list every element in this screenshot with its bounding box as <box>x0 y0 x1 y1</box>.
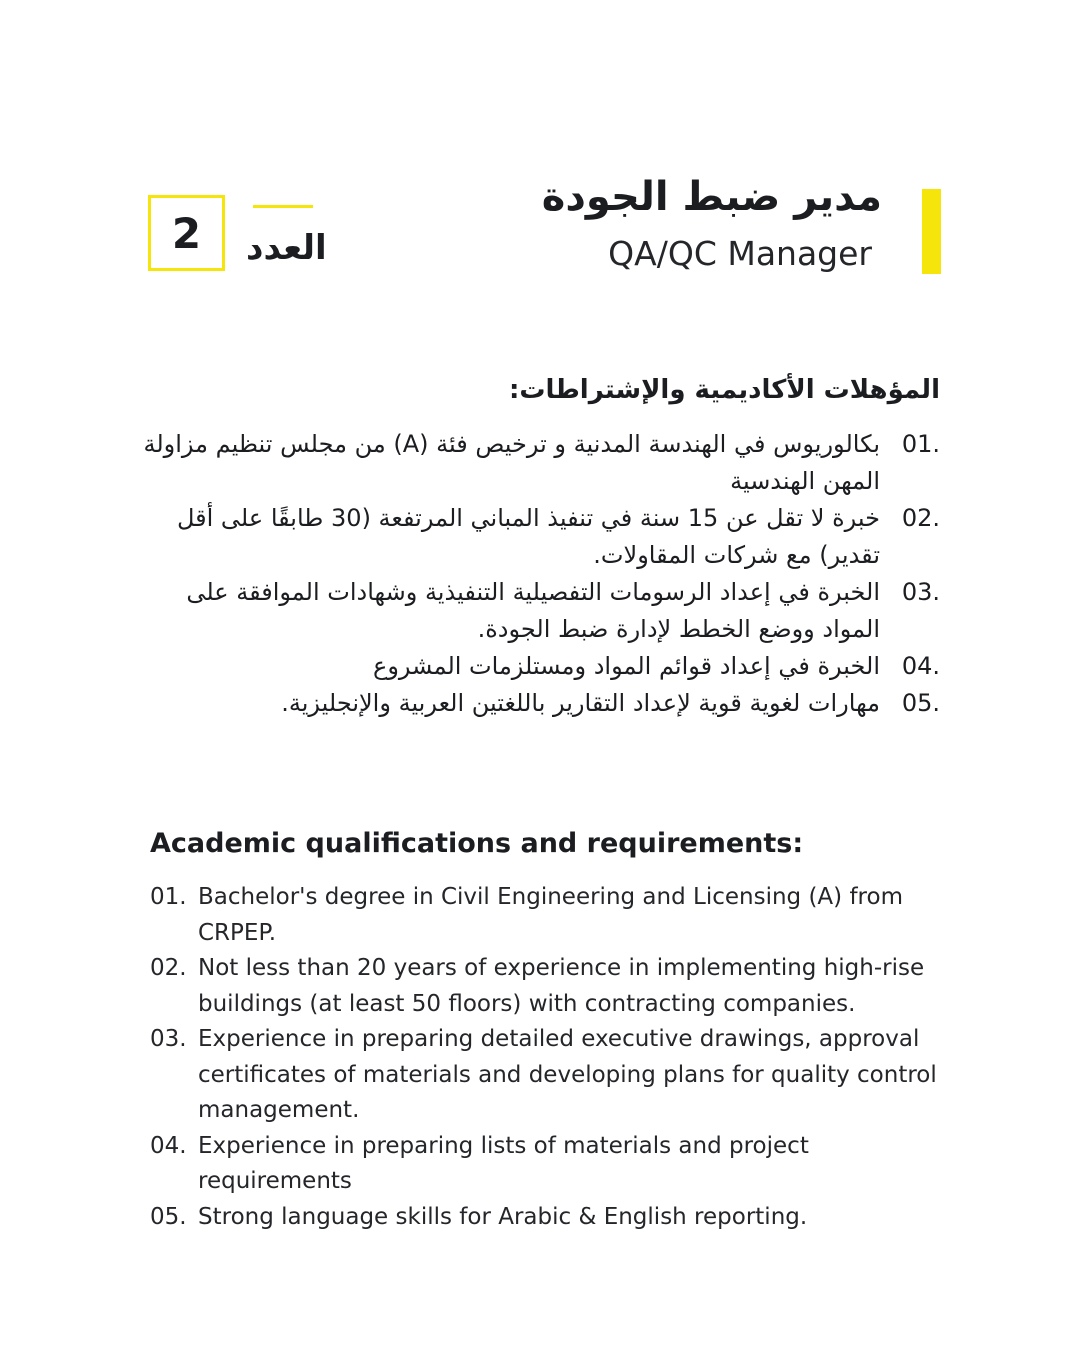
english-list-item <box>150 951 950 1022</box>
item-number: 01. <box>150 884 187 910</box>
count-badge <box>148 195 225 271</box>
count-value: 2 <box>171 208 202 258</box>
arabic-list-item <box>140 500 940 574</box>
title-accent-bar <box>922 189 941 274</box>
item-text: Strong language skills for Arabic & English reporting. <box>198 1203 808 1230</box>
item-text: Experience in preparing detailed executive drawings, approval certificates of materials and developing plans for quality control management. <box>198 1026 937 1123</box>
item-text: مهارات لغوية قوية لإعداد التقارير باللغتين العربية والإنجليزية. <box>281 689 880 717</box>
item-number: 01. <box>901 430 940 458</box>
english-list-item <box>150 880 950 951</box>
job-title-english: QA/QC Manager <box>608 234 872 273</box>
item-number: 02. <box>150 955 187 981</box>
item-text: Bachelor's degree in Civil Engineering and Licensing (A) from CRPEP. <box>198 884 903 946</box>
arabic-list-item <box>140 426 940 500</box>
item-number: 04. <box>901 652 940 680</box>
item-number: 05. <box>150 1203 187 1230</box>
item-text: Not less than 20 years of experience in implementing high-rise buildings (at least 50 floors) with contracting companies. <box>198 955 925 1017</box>
item-text: بكالوريوس في الهندسة المدنية و ترخيص فئة (A) من مجلس تنظيم مزاولة المهن الهندسية <box>143 430 880 495</box>
arabic-heading: المؤهلات الأكاديمية والإشتراطات: <box>509 375 940 405</box>
arabic-requirements <box>140 368 940 722</box>
count-accent-line <box>253 205 313 208</box>
arabic-list-item <box>140 648 940 685</box>
item-number: 02. <box>901 504 940 532</box>
arabic-list-item <box>140 685 940 722</box>
english-list-item <box>150 1022 950 1129</box>
english-list-item <box>150 1129 950 1200</box>
item-number: 04. <box>150 1132 187 1159</box>
item-text: الخبرة في إعداد قوائم المواد ومستلزمات المشروع <box>373 652 880 680</box>
job-title-arabic: مدير ضبط الجودة <box>541 174 882 220</box>
item-number: 05. <box>901 689 940 717</box>
item-number: 03. <box>901 578 940 606</box>
item-number: 03. <box>150 1026 187 1052</box>
item-text: خبرة لا تقل عن 15 سنة في تنفيذ المباني المرتفعة (30 طابقًا على أقل تقدير) مع شركات المقاولات. <box>176 504 880 569</box>
english-heading: Academic qualifications and requirements: <box>150 828 804 859</box>
english-requirements <box>150 824 950 1235</box>
arabic-list-item <box>140 574 940 648</box>
count-label: العدد <box>246 228 327 268</box>
item-text: Experience in preparing lists of materials and project requirements <box>198 1132 809 1194</box>
item-text: الخبرة في إعداد الرسومات التفصيلية التنفيذية وشهادات الموافقة على المواد ووضع الخطط لإدارة ضبط الجودة. <box>186 578 880 643</box>
english-list-item <box>150 1200 950 1236</box>
